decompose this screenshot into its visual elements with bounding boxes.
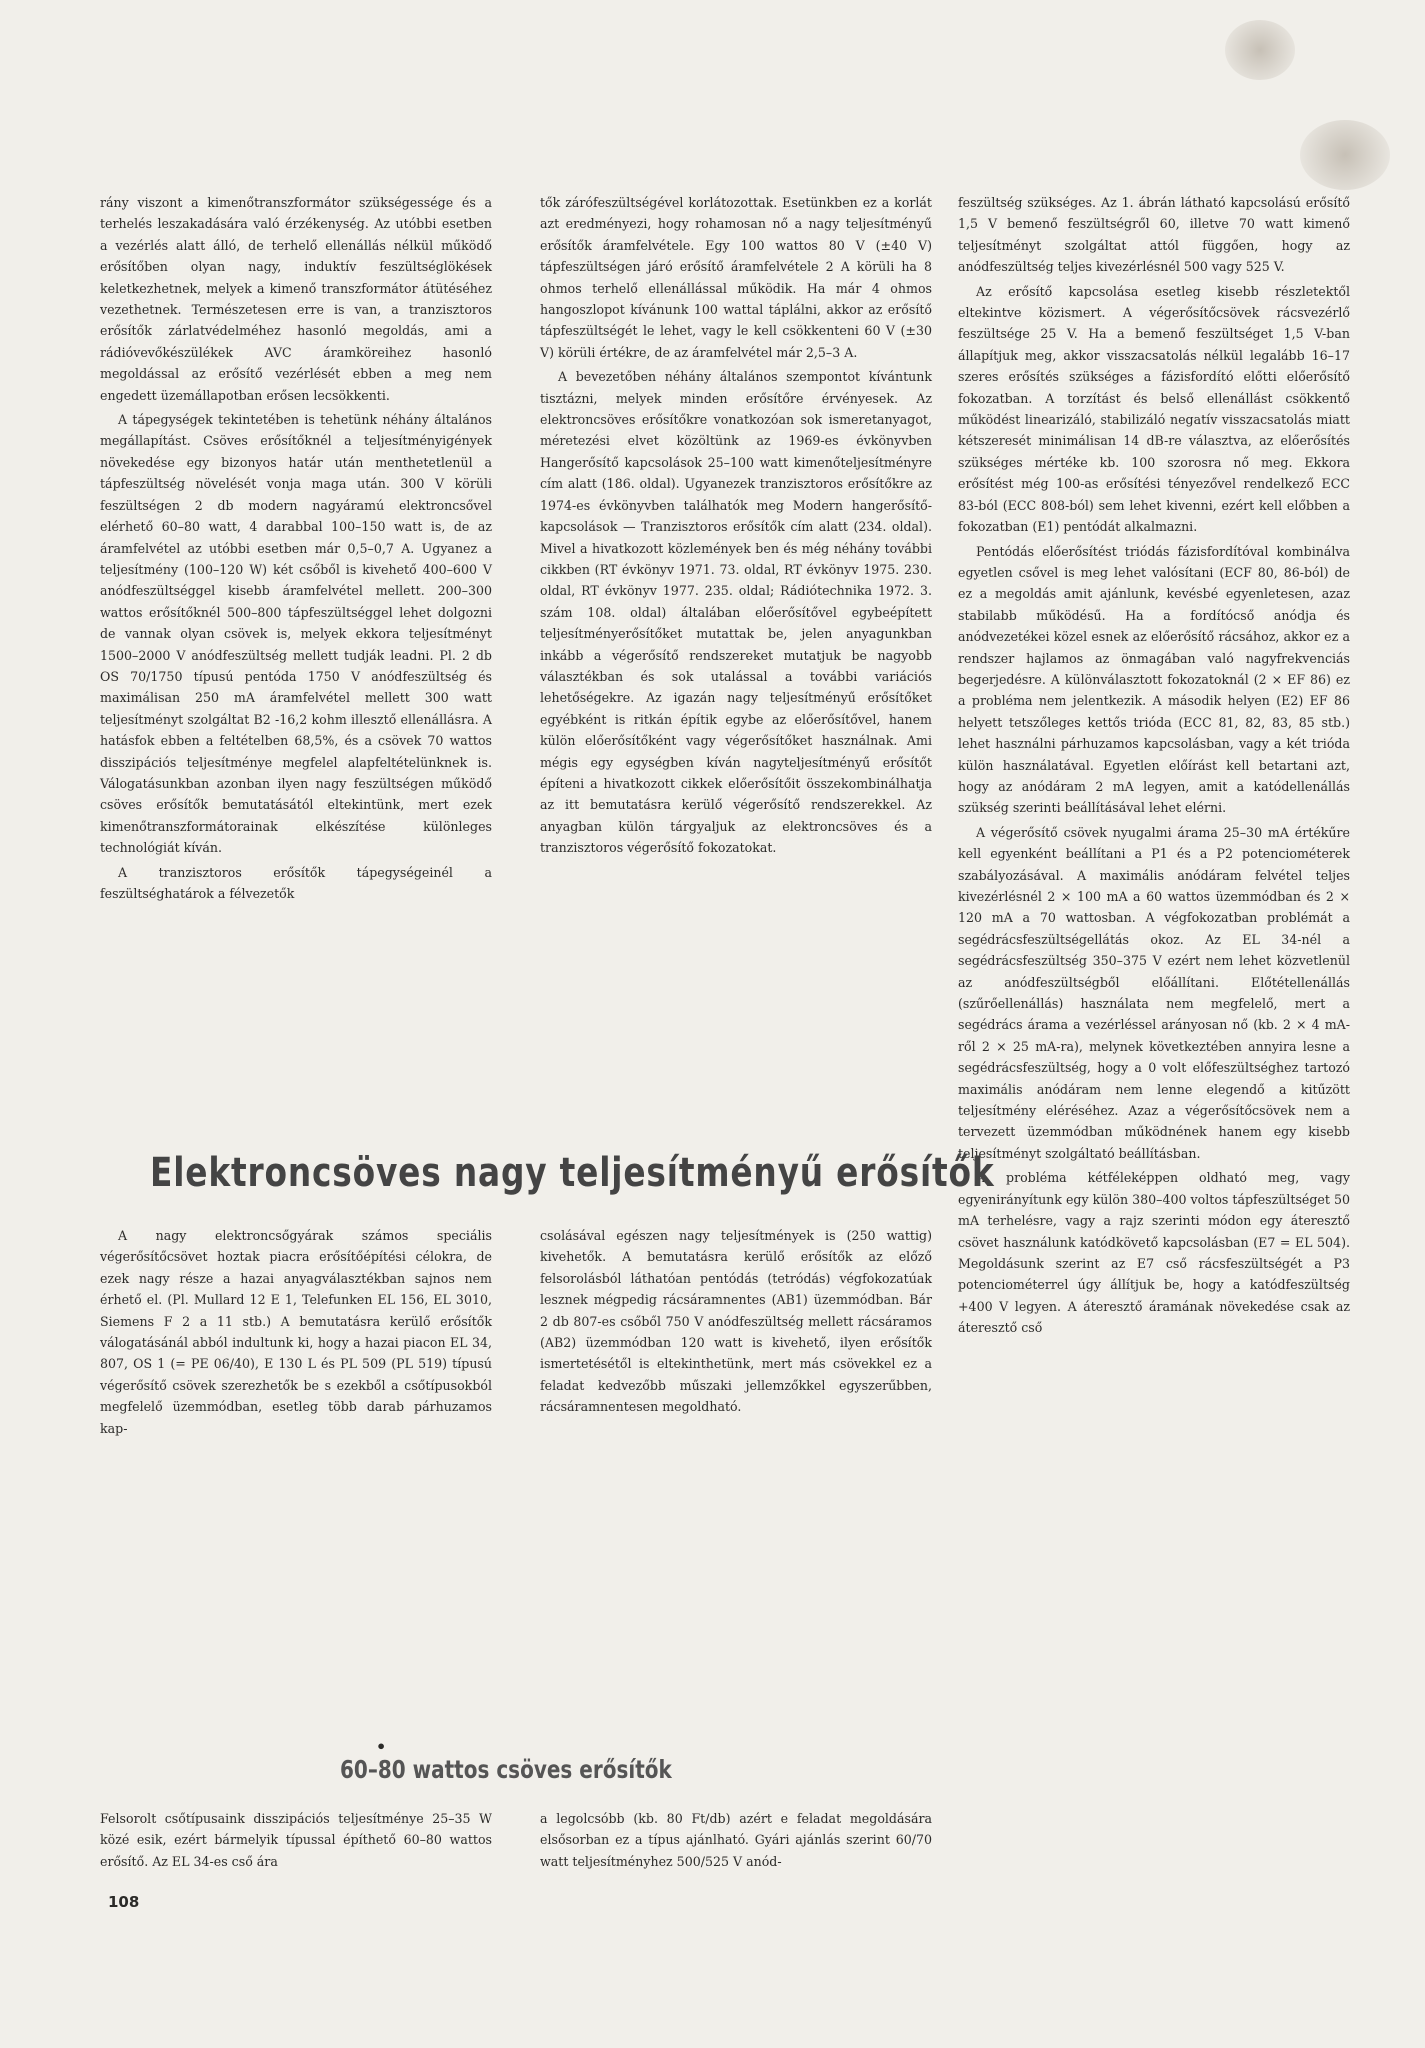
page-number: 108 (108, 1893, 140, 1911)
paragraph: A tranzisztoros erősítők tápegységeinél a feszültséghatárok a félvezetők (100, 864, 492, 901)
stain-mark (1225, 20, 1295, 80)
paragraph: Felsorolt csőtípusaink disszipációs teljesítménye 25–35 W közé esik, ezért bármelyik típussal építhető 60–80 wattos erősítő. Az EL 34-es cső ára (100, 1811, 492, 1869)
bottom-column-1 (100, 1808, 492, 1875)
paragraph: A bevezetőben néhány általános szempontot kívántunk tisztázni, melyek minden erősítőre érvényesek. Az elektroncsöves erősítőkre vonatkozóan sok ismeretanyagot, méretezési elvet közöltünk az 1969-es évkönyvben Hangerősítő kapcsolások 25–100 watt kimenőteljesítményre cím alatt (186. oldal). Ugyanezek tranzisztoros erősítőkre az 1974-es évkönyvben találhatók meg Modern hangerősítő-kapcsolások — Tranzisztoros erősítők cím alatt (234. oldal). Mivel a hivatkozott közlemények ben és még néhány további cikkben (RT évkönyv 1971. 73. oldal, RT évkönyv 1975. 230. oldal, RT évkönyv 1977. 235. oldal; Rádiótechnika 1972. 3. szám 108. oldal) általában előerősítővel egybeépített teljesítményerősítőket mutattak be, jelen anyagunkban inkább a végerősítő rendszereket mutatjuk be nagyobb választékban és sok utalással a további variációs lehetőségekre. Az igazán nagy teljesítményű erősítőket egyébként is ritkán építik egybe az előerősítővel, hanem külön előerősítőként vagy végerősítőket használnak. Ami mégis egy egységben kíván nagyteljesítményű erősítőt építeni a hivatkozott cikkek előerősítőit összekombinálhatja az itt bemutatásra kerülő végerősítő rendszerekkel. Az anyagban külön tárgyaljuk az elektroncsöves és a tranzisztoros végerősítő fokozatokat. (540, 369, 932, 856)
right-column (958, 192, 1350, 1342)
top-column-1 (100, 192, 492, 907)
paragraph: A tápegységek tekintetében is tehetünk néhány általános megállapítást. Csöves erősítőknél a teljesítményigények növekedése egy bizonyos határ után menthetetlenül a tápfeszültség növelését vonja maga után. 300 V körüli feszültségen 2 db modern nagyáramú elektroncsővel elérhető 60–80 watt, 4 darabbal 100–150 watt is, de az áramfelvétel az utóbbi esetben már 0,5–0,7 A. Ugyanez a teljesítmény (100–120 W) két csőből is kivehető 400–600 V anódfeszültséggel kisebb áramfelvétel mellett. 200–300 wattos erősítőknél 500–800 tápfeszültséggel lehet dolgozni de vannak olyan csövek is, melyek ekkora teljesítményt 1500–2000 V anódfeszültség mellett tudják leadni. Pl. 2 db OS 70/1750 típusú pentóda 1750 V anódfeszültség és maximálisan 250 mA áramfelvétel mellett 300 watt teljesítményt szolgáltat B2 -16,2 kohm illesztő ellenállásra. A hatásfok ebben a feltételben 68,5%, és a csövek 70 wattos disszipációs teljesítménye megfelel alapfeltételünknek is. Válogatásunkban azonban ilyen nagy feszültségen működő csöves erősítők bemutatásától eltekintünk, mert ezek kimenőtranszformátorainak elkészítése különleges technológiát kíván. (100, 412, 492, 856)
top-column-2 (540, 192, 932, 862)
bottom-column-2 (540, 1808, 932, 1875)
paragraph: rány viszont a kimenőtranszformátor szükségessége és a terhelés leszakadására való érzékenység. Az utóbbi esetben a vezérlés alatt álló, de terhelő ellenállás nélkül működő erősítőben olyan nagy, induktív feszültséglökések keletkezhetnek, melyek a kimenő transzformátor átütéséhez vezethetnek. Természetesen erre is van, a tranzisztoros erősítők zárlatvédelméhez hasonló megoldás, ami a rádióvevőkészülékek AVC áramköreihez hasonló megoldással az erősítő vezérlését ebben a meg nem engedett üzemállapotban erősen lecsökkenti. (100, 195, 492, 403)
paragraph: tők zárófeszültségével korlátozottak. Esetünkben ez a korlát azt eredményezi, hogy rohamosan nő a nagy teljesítményű erősítők áramfelvétele. Egy 100 wattos 80 V (±40 V) tápfeszültségen járó erősítő áramfelvétele 2 A körüli ha 8 ohmos terhelő ellenállással működik. Ha már 4 ohmos hangoszlopot kívánunk 100 wattal táplálni, akkor az erősítő tápfeszültségét le lehet, vagy le kell csökkenteni 60 V (±30 V) körüli értékre, de az áramfelvétel már 2,5–3 A. (540, 195, 932, 360)
section-heading: Elektroncsöves nagy teljesítményű erősítők (150, 1150, 995, 1196)
paragraph: a legolcsóbb (kb. 80 Ft/db) azért e feladat megoldására elsősorban ez a típus ajánlható. Gyári ajánlás szerint 60/70 watt teljesítményhez 500/525 V anód- (540, 1811, 932, 1869)
middle-column-2 (540, 1225, 932, 1421)
paragraph: Pentódás előerősítést triódás fázisfordítóval kombinálva egyetlen csővel is meg lehet valósítani (ECF 80, 86-ból) de ez a megoldás amit ajánlunk, kevésbé egyenletesen, azaz stabilabb működésű. Ha a fordítócső anódja és anódvezetékei közel esnek az előerősítő rácsához, akkor ez a rendszer hajlamos az önmagában való nagyfrekvenciás begerjedésre. A különválasztott fokozatoknál (2 × EF 86) ez a probléma nem jelentkezik. A második helyen (E2) EF 86 helyett tetszőleges kettős trióda (ECC 81, 82, 83, 85 stb.) lehet használni párhuzamos kapcsolásban, vagy a két trióda külön használatával. Egyetlen előírást kell betartani azt, hogy az anódáram 2 mA legyen, amit a katódellenállás szükség szerinti beállításával lehet elérni. (958, 543, 1350, 816)
paragraph: feszültség szükséges. Az 1. ábrán látható kapcsolású erősítő 1,5 V bemenő feszültségről 60, illetve 70 watt kimenő teljesítményt szolgáltat attól függően, hogy az anódfeszültség teljes kivezérlésnél 500 vagy 525 V. (958, 195, 1350, 275)
heading-marker: • (376, 1737, 387, 1756)
middle-column-1 (100, 1225, 492, 1442)
paragraph: A probléma kétféleképpen oldható meg, vagy egyenirányítunk egy külön 380–400 voltos tápfeszültséget 50 mA terhelésre, vagy a rajz szerinti módon egy áteresztő csövet használunk katódkövető kapcsolásban (E7 = EL 504). Megoldásunk szerint az E7 cső rácsfeszültségét a P3 potenciométerrel úgy állítjuk be, hogy a katódfeszültség +400 V legyen. A áteresztő áramának növekedése csak az áteresztő cső (958, 1170, 1350, 1336)
stain-mark (1300, 120, 1390, 190)
paragraph: A nagy elektroncsőgyárak számos speciális végerősítőcsövet hoztak piacra erősítőépítési célokra, de ezek nagy része a hazai anyagválasztékban sajnos nem érhető el. (Pl. Mullard 12 E 1, Telefunken EL 156, EL 3010, Siemens F 2 a 11 stb.) A bemutatásra kerülő erősítők válogatásánál abból indultunk ki, hogy a hazai piacon EL 34, 807, OS 1 (= PE 06/40), E 130 L és PL 509 (PL 519) típusú végerősítő csövek szerezhetők be s ezekből a csőtípusokból megfelelő üzemmódban, esetleg több darab párhuzamos kap- (100, 1228, 492, 1436)
paragraph: A végerősítő csövek nyugalmi árama 25–30 mA értékűre kell egyenként beállítani a P1 és a P2 potenciométerek szabályozásával. A maximális anódáram felvétel teljes kivezérlésnél 2 × 100 mA a 60 wattos üzemmódban és 2 × 120 mA a 70 wattosban. A végfokozatban problémát a segédrácsfeszültségellátás okoz. Az EL 34-nél a segédrácsfeszültség 350–375 V ezért nem lehet közvetlenül az anódfeszültségből előállítani. Előtétellenállás (szűrőellenállás) használata nem megfelelő, mert a segédrács árama a vezérléssel arányosan nő (kb. 2 × 4 mA-ről 2 × 25 mA-ra), melynek következtében annyira lesne a segédrácsfeszültség, hogy a 0 volt előfeszültséghez tartozó maximális anódáram nem lenne elegendő a kitűzött teljesítmény eléréséhez. Azaz a végerősítőcsövek nem a tervezett üzemmódban működnének hanem egy kisebb teljesítményt szolgáltató beállításban. (958, 824, 1350, 1161)
paragraph: csolásával egészen nagy teljesítmények is (250 wattig) kivehetők. A bemutatásra kerülő erősítők az előző felsorolásból láthatóan pentódás (tetródás) végfokozatúak lesznek mégpedig rácsáramnentes (AB1) üzemmódban. Bár 2 db 807-es csőből 750 V anódfeszültség mellett rácsáramos (AB2) üzemmódban 120 watt is kivehető, ilyen erősítők ismertetésétől is eltekinthetünk, mert más csövekkel ez a feladat kedvezőbb műszaki jellemzőkkel egyszerűbben, rácsáramnentesen megoldható. (540, 1228, 932, 1415)
subsection-heading: 60–80 wattos csöves erősítők (340, 1755, 672, 1784)
paragraph: Az erősítő kapcsolása esetleg kisebb részletektől eltekintve közismert. A végerősítőcsövek rácsvezérlő feszültsége 25 V. Ha a bemenő feszültséget 1,5 V-ban állapítjuk meg, akkor visszacsatolás nélkül legalább 16–17 szeres erősítés szükséges a fázisfordító előtti előerősítő fokozatban. A torzítást és belső ellenállást csökkentő működést linearizáló, stabilizáló negatív visszacsatolás miatt kétszeresét minimálisan 14 dB-re választva, az előerősítés szükséges mértéke kb. 100 szorosra nő meg. Ekkora erősítést még 100-as erősítési tényezővel rendelkező ECC 83-ból (ECC 808-ból) sem lehet kivenni, ezért kell előbben a fokozatban (E1) pentódát alkalmazni. (958, 283, 1350, 535)
